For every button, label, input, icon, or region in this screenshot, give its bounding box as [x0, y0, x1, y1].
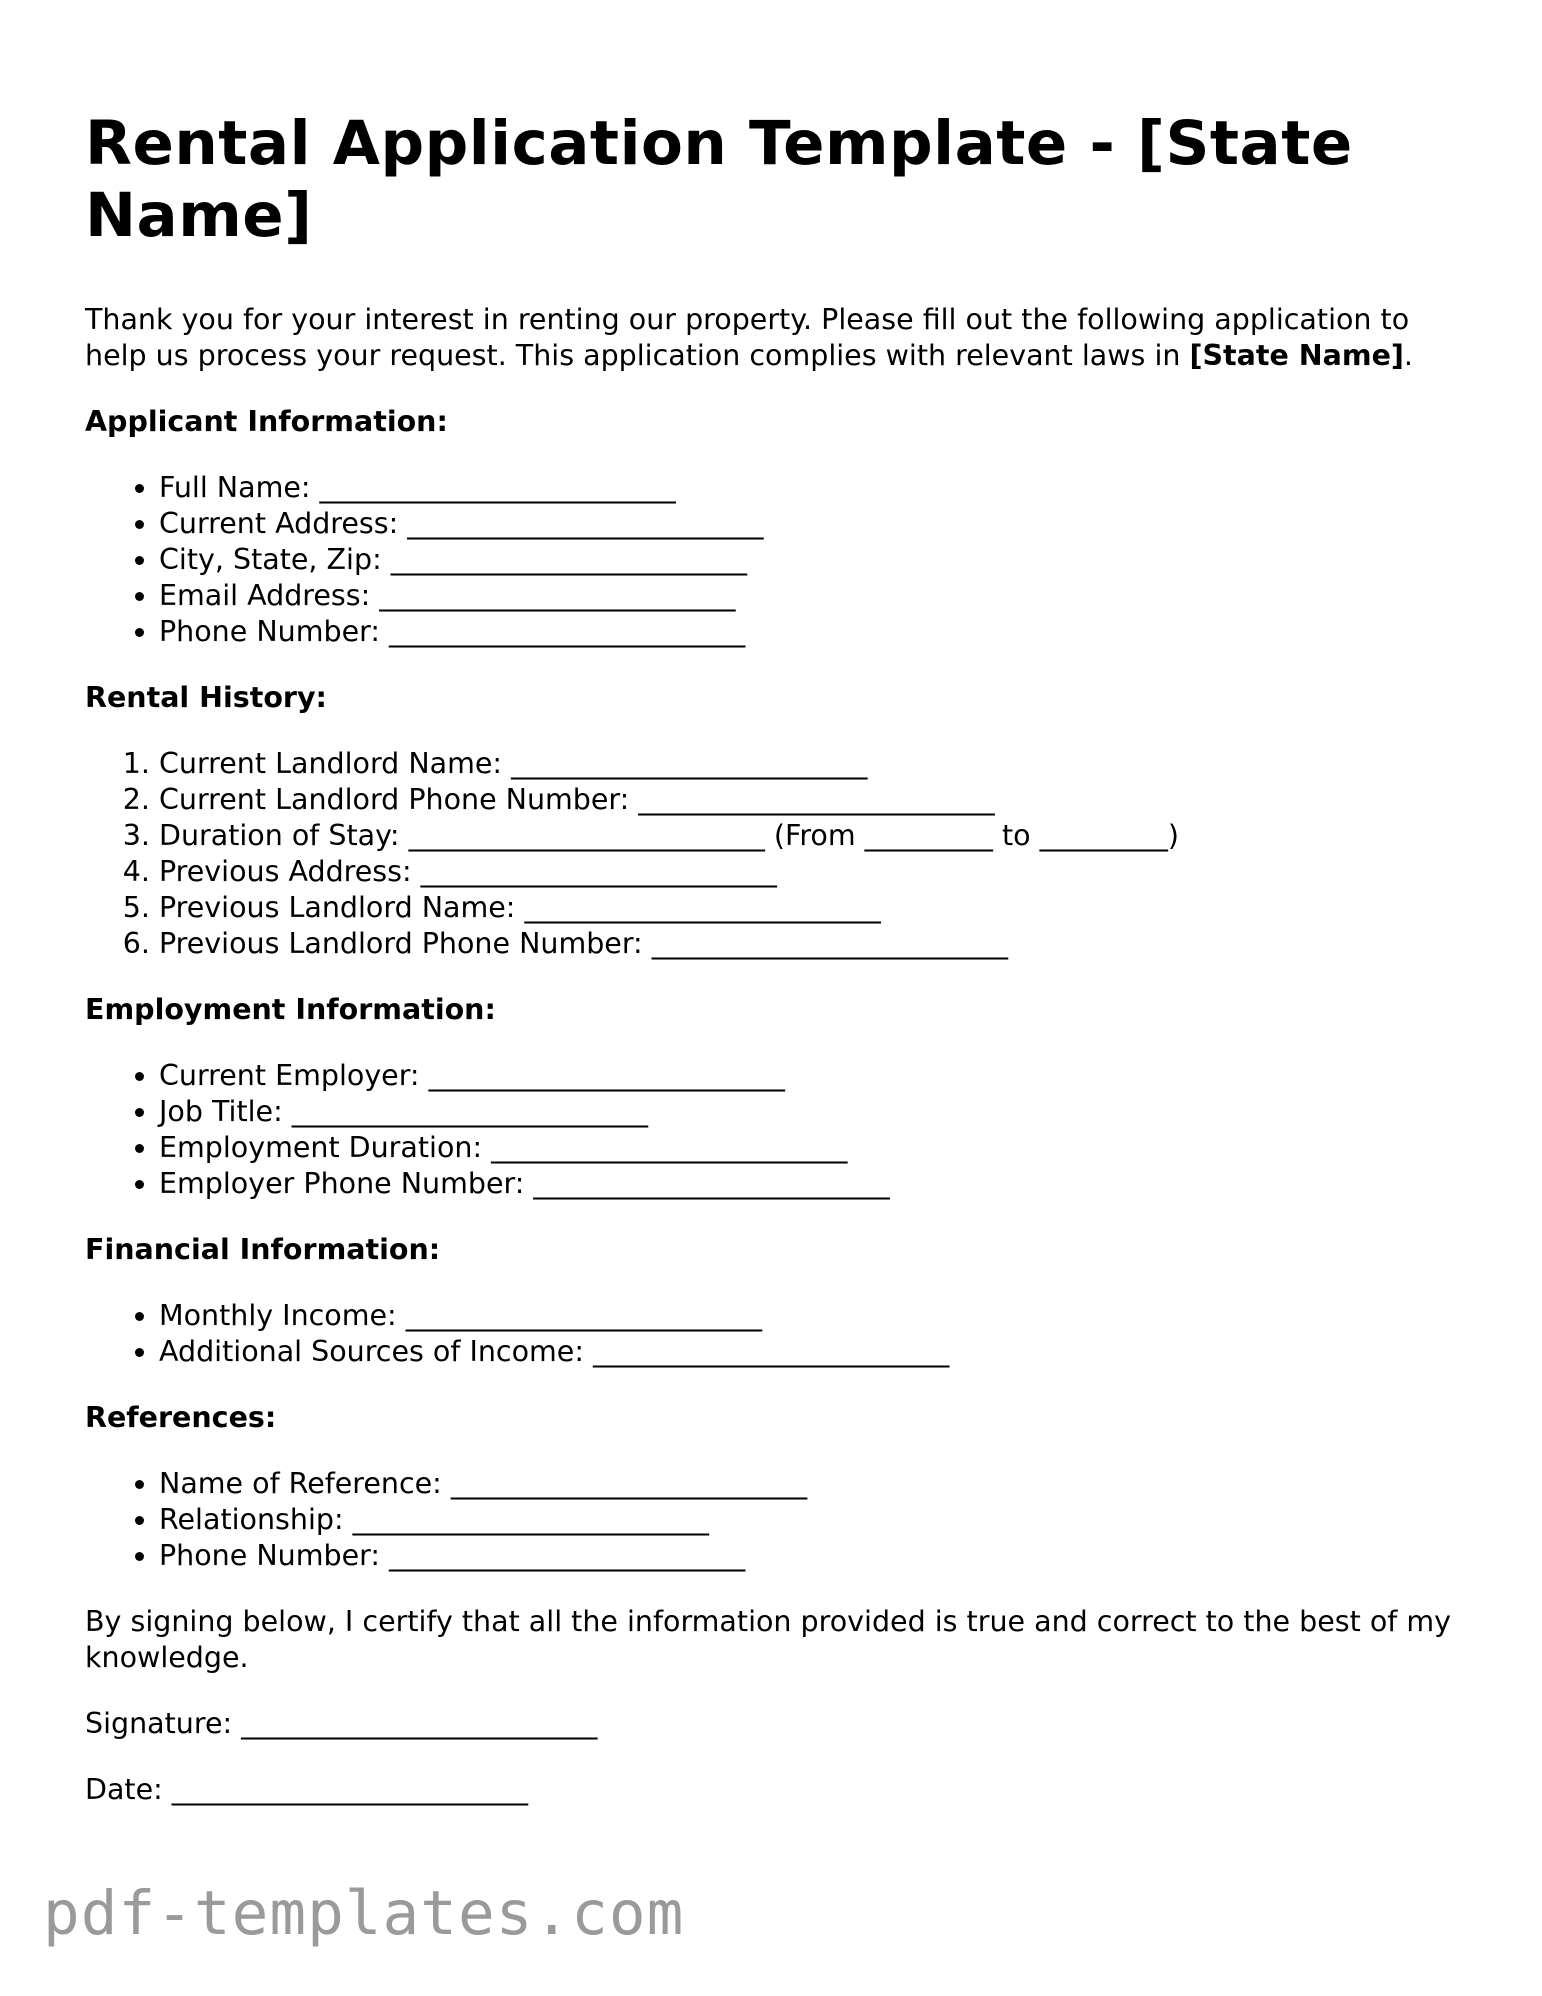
- field-label: Full Name:: [159, 471, 311, 504]
- signature-line: [85, 1706, 1465, 1742]
- fill-in-blank[interactable]: _________________________: [319, 471, 676, 504]
- certification-text: By signing below, I certify that all the information provided is true and correct to the best of my knowledge.: [85, 1605, 1451, 1674]
- fill-in-blank[interactable]: _________________________: [533, 1167, 890, 1200]
- fill-in-blank[interactable]: _________________________: [390, 543, 747, 576]
- field-label: Duration of Stay:: [159, 819, 400, 852]
- field-label: Previous Landlord Phone Number:: [159, 927, 643, 960]
- field-label: Phone Number:: [159, 1539, 380, 1572]
- list-item: [159, 578, 1465, 614]
- list-item: [159, 782, 1465, 818]
- list-item: [159, 818, 1465, 854]
- intro-state-name: [State Name]: [1189, 339, 1404, 372]
- rental-history-list: [85, 746, 1465, 962]
- list-item: [159, 542, 1465, 578]
- field-label: Relationship:: [159, 1503, 344, 1536]
- list-item: [159, 1466, 1465, 1502]
- from-date-blank[interactable]: _________: [864, 819, 993, 852]
- list-item: [159, 1334, 1465, 1370]
- section-heading-financial: Financial Information:: [85, 1233, 441, 1266]
- fill-in-blank[interactable]: _________________________: [389, 1539, 746, 1572]
- list-item: [159, 614, 1465, 650]
- field-label: Additional Sources of Income:: [159, 1335, 584, 1368]
- list-item: [159, 890, 1465, 926]
- list-item: [159, 1094, 1465, 1130]
- section-heading-employment: Employment Information:: [85, 993, 496, 1026]
- intro-paragraph: [85, 302, 1465, 374]
- list-item: [159, 506, 1465, 542]
- fill-in-blank[interactable]: _________________________: [352, 1503, 709, 1536]
- field-label: Phone Number:: [159, 615, 380, 648]
- fill-in-blank[interactable]: _________________________: [651, 927, 1008, 960]
- field-label: Current Address:: [159, 507, 399, 540]
- applicant-list: [85, 470, 1465, 650]
- employment-list: [85, 1058, 1465, 1202]
- field-label: Name of Reference:: [159, 1467, 442, 1500]
- duration-to-label: to: [1001, 819, 1031, 852]
- duration-from-label: (From: [773, 819, 856, 852]
- list-item: [159, 854, 1465, 890]
- section-heading-references: References:: [85, 1401, 277, 1434]
- section-heading-applicant: Applicant Information:: [85, 405, 448, 438]
- list-item: [159, 1058, 1465, 1094]
- field-label: Employer Phone Number:: [159, 1167, 525, 1200]
- signature-blank[interactable]: _________________________: [241, 1707, 598, 1740]
- fill-in-blank[interactable]: _________________________: [428, 1059, 785, 1092]
- date-blank[interactable]: _________________________: [171, 1773, 529, 1806]
- fill-in-blank[interactable]: _________________________: [491, 1131, 848, 1164]
- duration-close: ): [1167, 819, 1180, 852]
- list-item: [159, 1130, 1465, 1166]
- section-heading-rental-history: Rental History:: [85, 681, 327, 714]
- field-label: Current Landlord Name:: [159, 747, 503, 780]
- field-label: Previous Address:: [159, 855, 412, 888]
- fill-in-blank[interactable]: _________________________: [593, 1335, 950, 1368]
- field-label: City, State, Zip:: [159, 543, 382, 576]
- fill-in-blank[interactable]: _________________________: [405, 1299, 762, 1332]
- fill-in-blank[interactable]: _________________________: [638, 783, 995, 816]
- list-item: [159, 1166, 1465, 1202]
- to-date-blank[interactable]: _________: [1039, 819, 1168, 852]
- page-title: Rental Application Template - [State Name]: [85, 108, 1353, 251]
- list-item: [159, 1538, 1465, 1574]
- field-label: Job Title:: [159, 1095, 283, 1128]
- fill-in-blank[interactable]: _________________________: [524, 891, 881, 924]
- fill-in-blank[interactable]: _________________________: [420, 855, 777, 888]
- fill-in-blank[interactable]: _________________________: [450, 1467, 808, 1500]
- intro-end: .: [1403, 339, 1413, 372]
- list-item: [159, 470, 1465, 506]
- list-item: [159, 746, 1465, 782]
- financial-list: [85, 1298, 1465, 1370]
- list-item: [159, 926, 1465, 962]
- document-page: [85, 108, 1465, 1838]
- signature-label: Signature:: [85, 1707, 233, 1740]
- intro-text: Thank you for your interest in renting our property. Please fill out the following application to help us process your request. This application complies with relevant laws in: [85, 303, 1410, 372]
- date-line: [85, 1772, 1465, 1808]
- list-item: [159, 1298, 1465, 1334]
- list-item: [159, 1502, 1465, 1538]
- fill-in-blank[interactable]: _________________________: [379, 579, 736, 612]
- field-label: Monthly Income:: [159, 1299, 397, 1332]
- references-list: [85, 1466, 1465, 1574]
- fill-in-blank[interactable]: _________________________: [389, 615, 746, 648]
- fill-in-blank[interactable]: _________________________: [407, 507, 764, 540]
- fill-in-blank[interactable]: _________________________: [408, 819, 765, 852]
- watermark: pdf-templates.com: [43, 1878, 685, 1949]
- field-label: Employment Duration:: [159, 1131, 483, 1164]
- date-label: Date:: [85, 1773, 163, 1806]
- field-label: Email Address:: [159, 579, 371, 612]
- field-label: Previous Landlord Name:: [159, 891, 516, 924]
- field-label: Current Employer:: [159, 1059, 420, 1092]
- fill-in-blank[interactable]: _________________________: [511, 747, 868, 780]
- field-label: Current Landlord Phone Number:: [159, 783, 630, 816]
- fill-in-blank[interactable]: _________________________: [291, 1095, 648, 1128]
